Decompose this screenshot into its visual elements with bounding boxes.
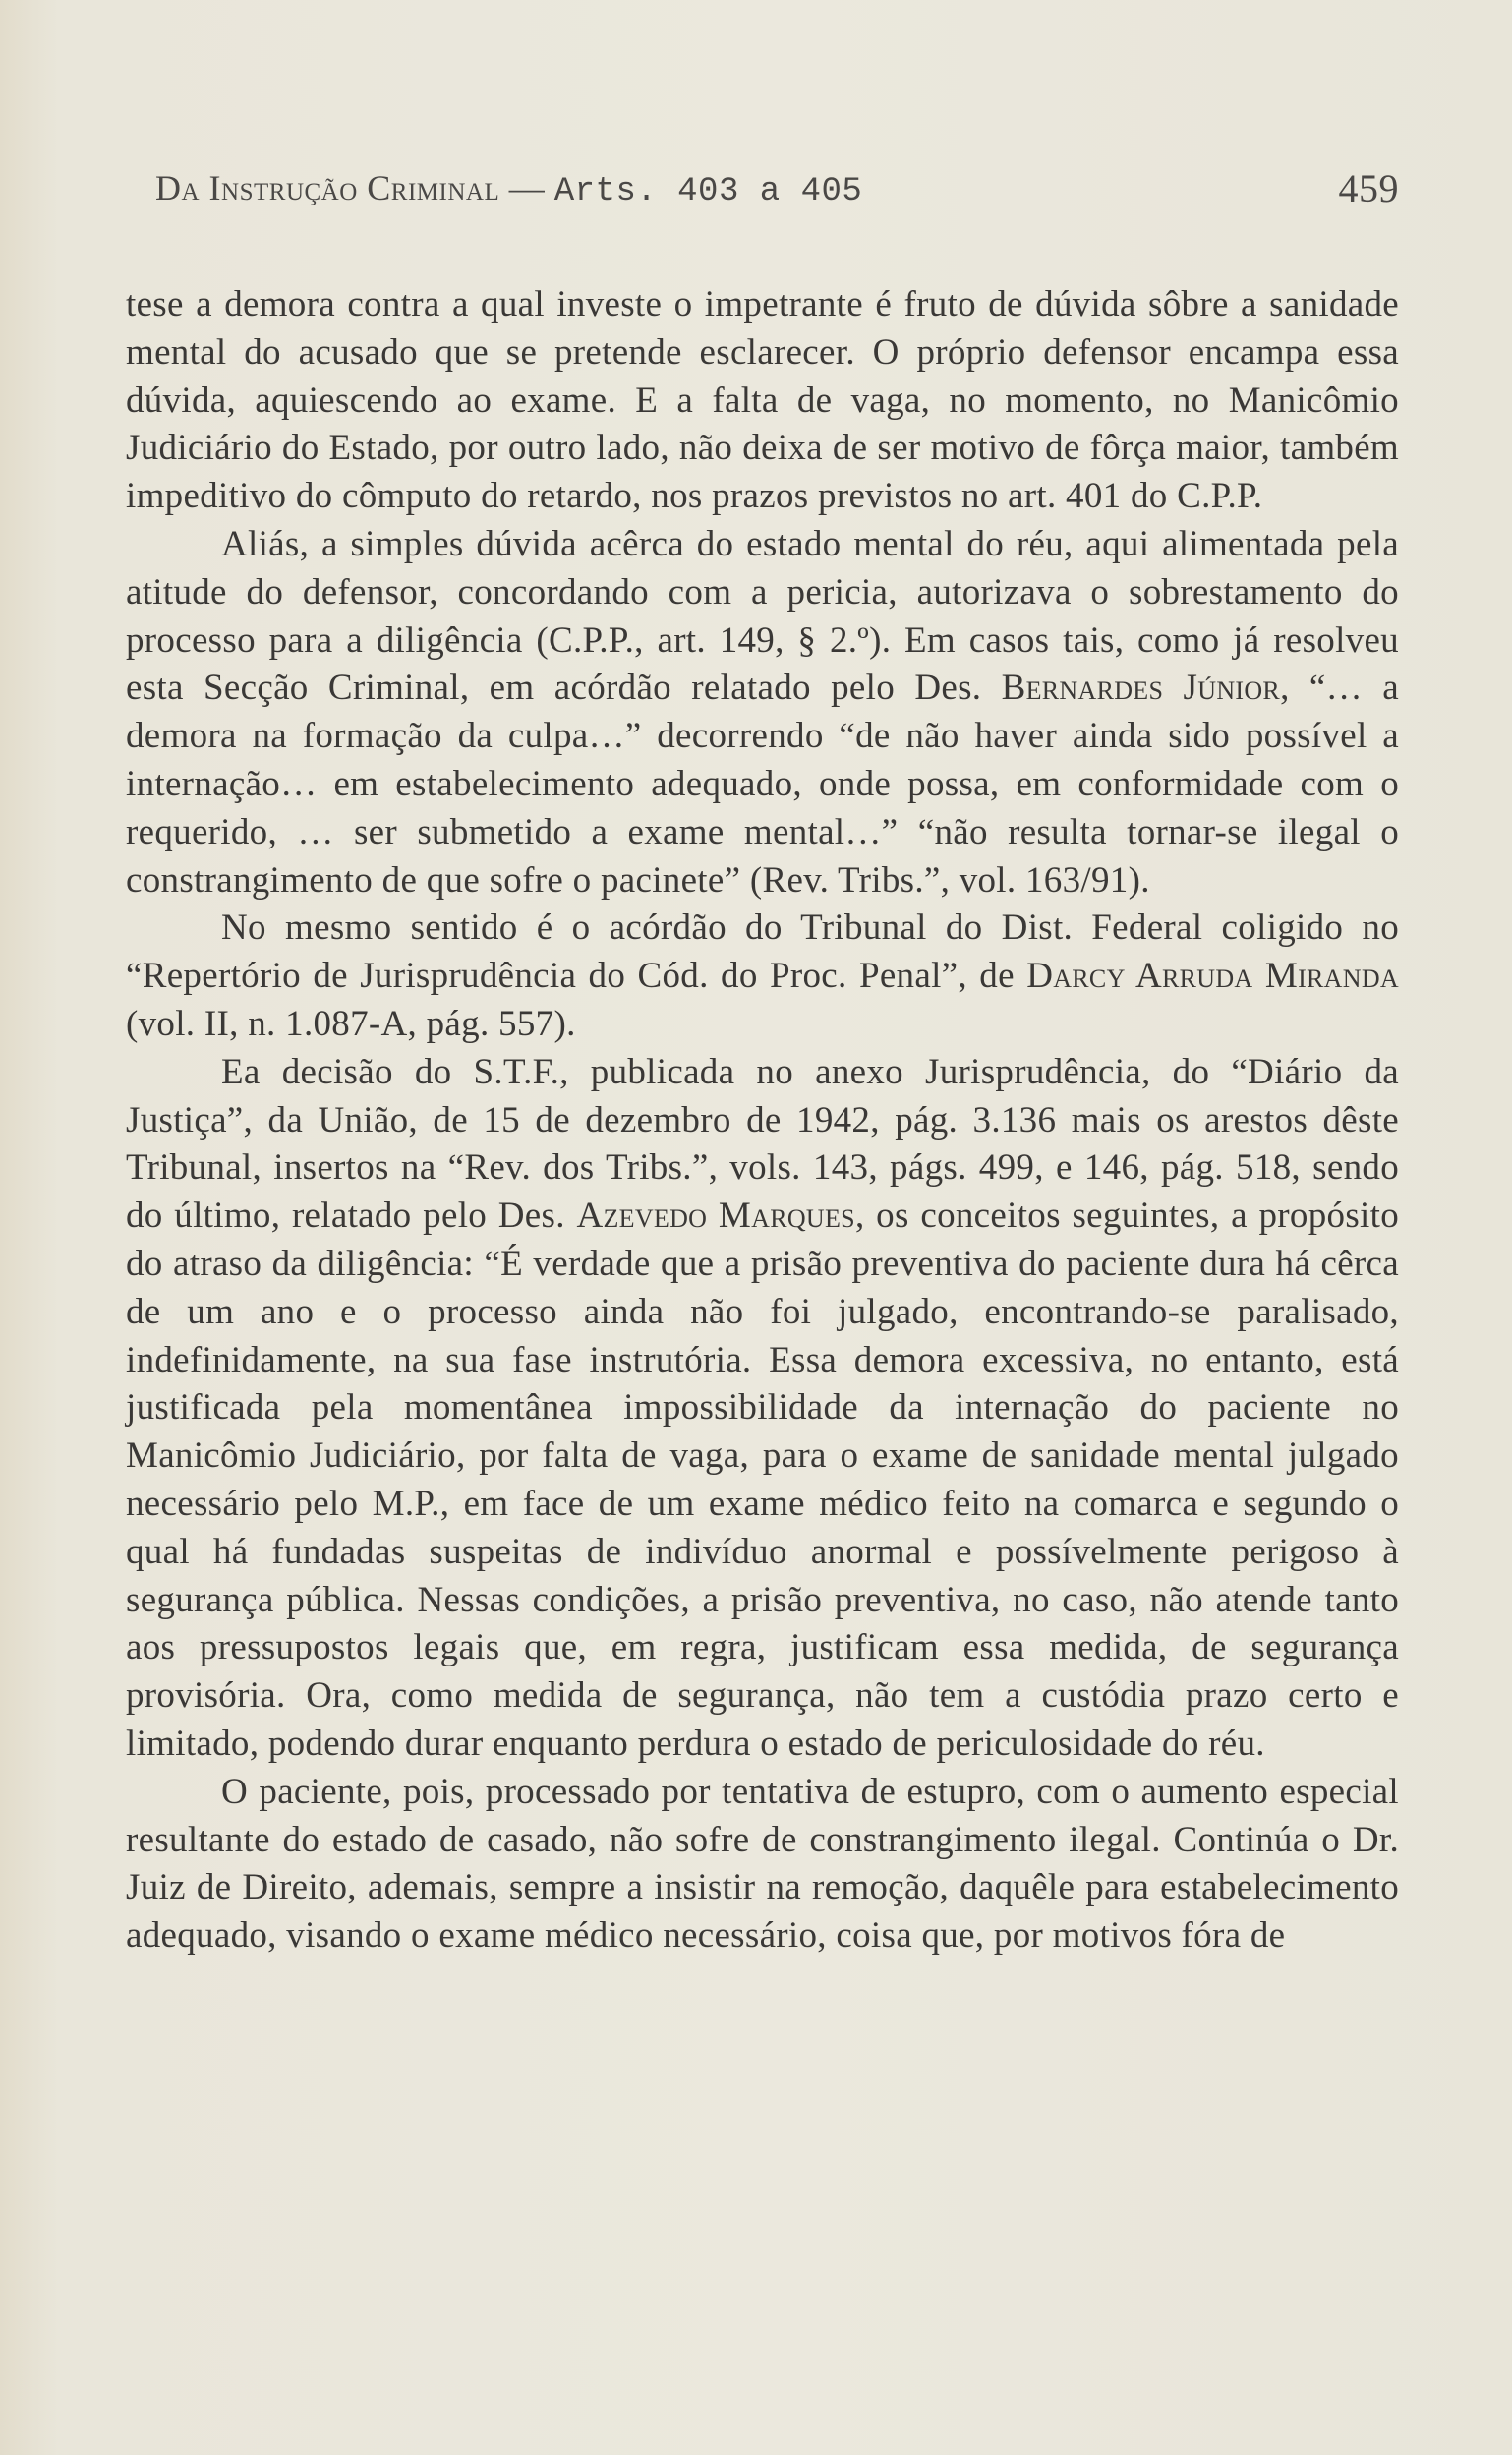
paragraph xyxy=(126,521,1399,905)
paragraph-text: Aliás, a simples dúvida acêrca do estado mental do réu, aqui alimentada pela atitude do defensor, concordando com a pericia, autorizava o sobrestamento do processo para a diligência (C.P.P., art. 149, § 2.º). Em casos tais, como já resolveu esta Secção Criminal, em acórdão relatado pelo Des. xyxy=(126,523,1399,709)
paragraph-text: (vol. II, n. 1.087-A, pág. 557). xyxy=(126,1003,576,1044)
paragraph-text: , os conceitos seguintes, a propósito do atraso da diligência: “É verdade que a prisão preventiva do paciente dura há cêrca de um ano e o processo ainda não foi julgado, encontrando-se paralisado, indefinidamente, na sua fase instrutória. Essa demora excessiva, no entanto, está justificada pela momentânea impossibilidade da internação do paciente no Manicômio Judiciário, por falta de vaga, para o exame de sanidade mental julgado necessário pelo M.P., em face de um exame médico feito na comarca e segundo o qual há fundadas suspeitas de indivíduo anormal e possívelmente perigoso à segurança pública. Nessas condições, a prisão preventiva, no caso, não atende tanto aos pressupostos legais que, em regra, justificam essa medida, de segurança provisória. Ora, como medida de segurança, não tem a custódia prazo certo e limitado, podendo durar enquanto perdura o estado de periculosidade do réu. xyxy=(126,1196,1399,1764)
page-number: 459 xyxy=(1338,166,1399,210)
paragraph xyxy=(126,1049,1399,1769)
paragraph-text: No mesmo sentido é o acórdão do Tribunal do Dist. Federal coligido no “Repertório de Jurisprudência do Cód. do Proc. Penal”, de xyxy=(126,907,1399,997)
paragraph xyxy=(126,1769,1399,1960)
running-head xyxy=(126,157,1399,216)
cited-name: Azevedo Marques xyxy=(576,1196,855,1237)
paragraph-text: Ea decisão do S.T.F., publicada no anexo Jurisprudência, do “Diário da Justiça”, da União, de 15 de dezembro de 1942, pág. 3.136 mais os arestos dêste Tribunal, insertos na “Rev. dos Tribs.”, vols. 143, págs. 499, e 146, pág. 518, sendo do último, relatado pelo Des. xyxy=(126,1051,1399,1237)
paragraph-text: tese a demora contra a qual investe o impetrante é fruto de dúvida sôbre a sanidade mental do acusado que se pretende esclarecer. O próprio defensor encampa essa dúvida, aquiescendo ao exame. E a falta de vaga, no momento, no Manicômio Judiciário do Estado, por outro lado, não deixa de ser motivo de fôrça maior, também impeditivo do cômputo do retardo, nos prazos previstos no art. 401 do C.P.P. xyxy=(126,284,1399,517)
paragraph xyxy=(126,905,1399,1048)
cited-name: Bernardes Júnior xyxy=(1001,668,1281,709)
book-page xyxy=(126,157,1399,1960)
cited-name: Darcy Arruda Miranda xyxy=(1026,956,1399,997)
body-text xyxy=(126,281,1399,1960)
paragraph-text: O paciente, pois, processado por tentativa de estupro, com o aumento especial resultante do estado de casado, não sofre de constrangimento ilegal. Continúa o Dr. Juiz de Direito, ademais, sempre a insistir na remoção, daquêle para estabelecimento adequado, visando o exame médico necessário, coisa que, por motivos fóra de xyxy=(126,1771,1399,1957)
chapter-title xyxy=(155,167,862,210)
paragraph-text: , “… a demora na formação da culpa…” decorrendo “de não haver ainda sido possível a internação… em estabelecimento adequado, onde possa, em conformidade com o requerido, … ser submetido a exame mental…” “não resulta tornar-se ilegal o constrangimento de que sofre o pacinete” (Rev. Tribs.”, vol. 163/91). xyxy=(126,668,1399,901)
paragraph xyxy=(126,281,1399,521)
chapter-title-text: Da Instrução Criminal — xyxy=(155,168,546,207)
articles-range: Arts. 403 a 405 xyxy=(553,173,863,210)
